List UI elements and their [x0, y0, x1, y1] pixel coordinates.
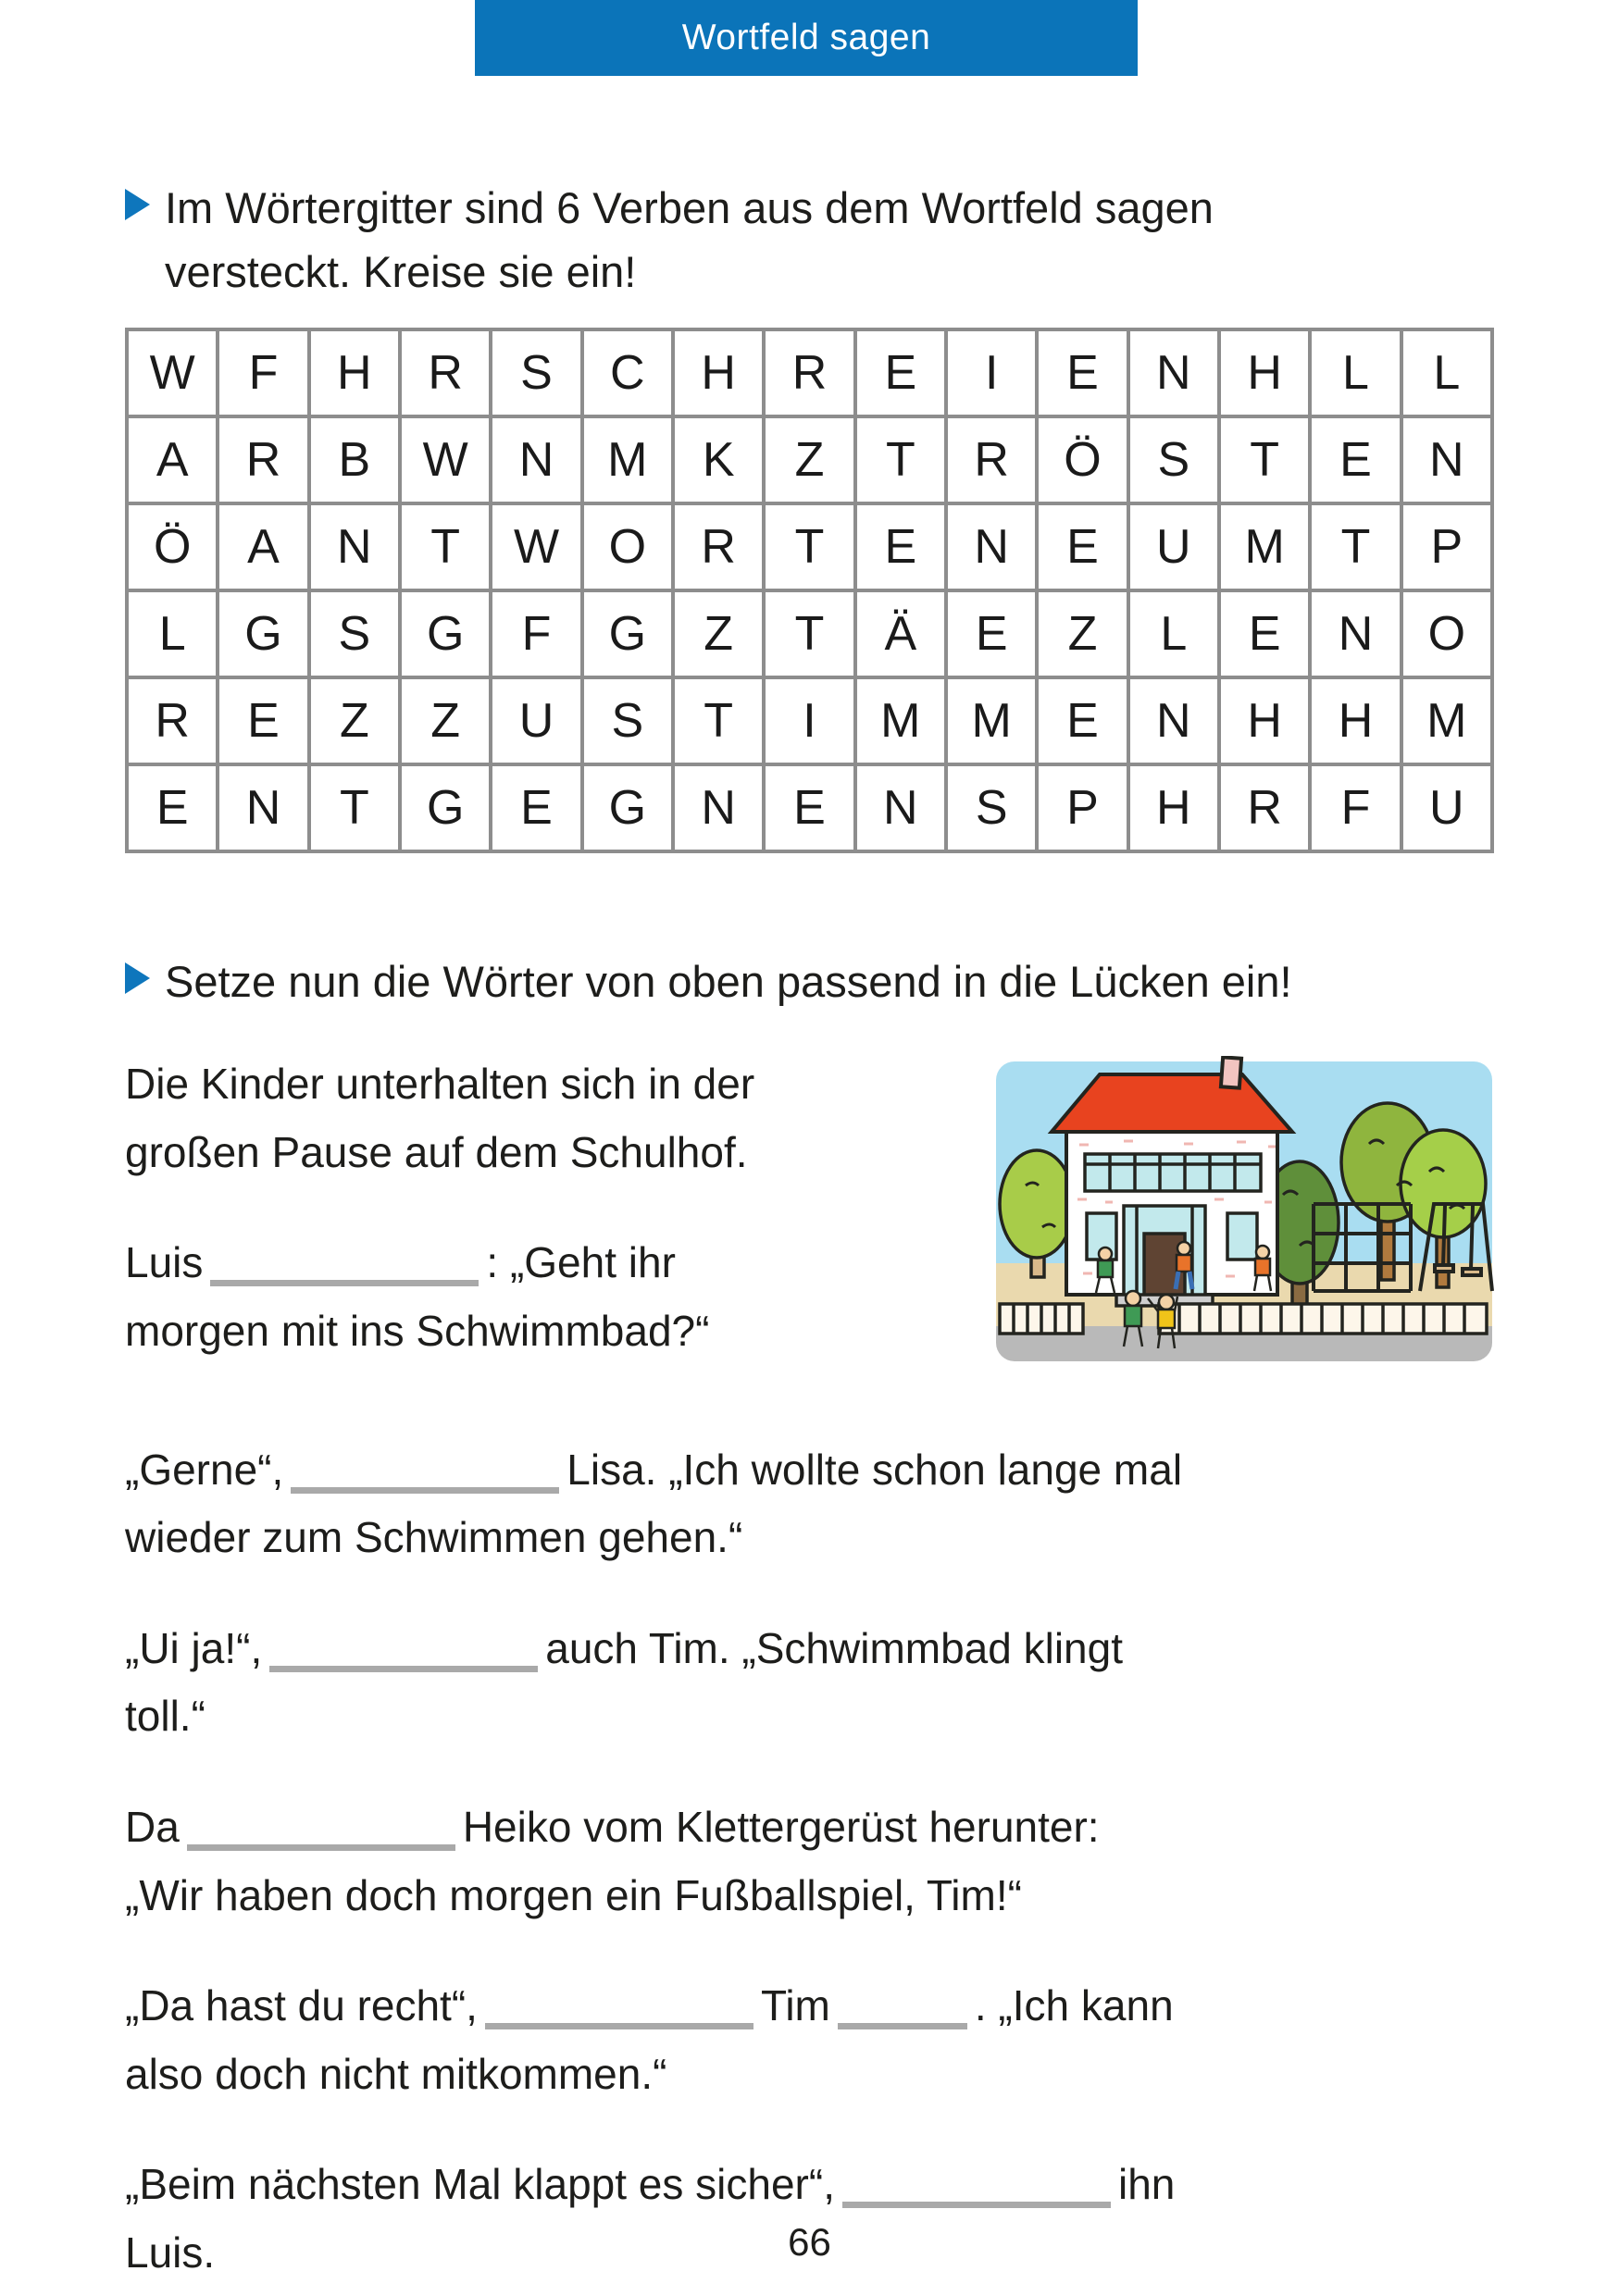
grid-cell[interactable]: E: [946, 590, 1037, 677]
grid-cell[interactable]: R: [1219, 764, 1310, 851]
grid-cell[interactable]: F: [218, 329, 308, 416]
grid-cell[interactable]: I: [764, 677, 854, 764]
grid-cell[interactable]: E: [218, 677, 308, 764]
grid-cell[interactable]: R: [218, 416, 308, 503]
grid-cell[interactable]: H: [309, 329, 400, 416]
story-left-column: [125, 1050, 958, 1408]
gerne-line2: wieder zum Schwimmen gehen.“: [125, 1513, 743, 1562]
schoolyard-illustration: [994, 1056, 1494, 1361]
grid-cell[interactable]: K: [673, 416, 764, 503]
grid-cell[interactable]: C: [582, 329, 673, 416]
da-text-after: Heiko vom Klettergerüst herunter:: [462, 1802, 1100, 1851]
grid-cell[interactable]: G: [218, 590, 308, 677]
grid-cell[interactable]: L: [1401, 329, 1492, 416]
fill-in-blank[interactable]: [210, 1252, 479, 1286]
grid-cell[interactable]: H: [1219, 329, 1310, 416]
grid-cell[interactable]: Ä: [855, 590, 946, 677]
story-paragraph-luis: [125, 1229, 958, 1365]
fill-in-blank-small[interactable]: [838, 1995, 967, 2029]
word-search-grid: [125, 328, 1494, 853]
task1-line2: versteckt. Kreise sie ein!: [165, 247, 637, 297]
fill-in-blank[interactable]: [187, 1817, 455, 1851]
task2-line1: Setze nun die Wörter von oben passend in die Lücken ein!: [165, 957, 1292, 1007]
grid-cell[interactable]: G: [400, 590, 491, 677]
grid-cell[interactable]: S: [946, 764, 1037, 851]
grid-cell[interactable]: W: [400, 416, 491, 503]
grid-cell[interactable]: E: [1037, 329, 1127, 416]
grid-cell[interactable]: R: [946, 416, 1037, 503]
page-header-label: Wortfeld sagen: [681, 18, 931, 57]
story-paragraph-recht: [125, 1972, 1494, 2108]
grid-cell[interactable]: I: [946, 329, 1037, 416]
story-paragraph-uija: [125, 1615, 1494, 1751]
grid-cell[interactable]: S: [309, 590, 400, 677]
grid-cell[interactable]: P: [1037, 764, 1127, 851]
grid-cell[interactable]: P: [1401, 503, 1492, 590]
luis-text-before: Luis: [125, 1238, 204, 1287]
grid-cell[interactable]: O: [1401, 590, 1492, 677]
grid-cell[interactable]: W: [127, 329, 218, 416]
grid-cell[interactable]: G: [582, 764, 673, 851]
grid-cell[interactable]: Ö: [1037, 416, 1127, 503]
triangle-bullet-icon: [125, 962, 150, 994]
fill-in-blank[interactable]: [291, 1459, 559, 1494]
grid-cell[interactable]: E: [1219, 590, 1310, 677]
grid-cell[interactable]: N: [1310, 590, 1401, 677]
grid-cell[interactable]: Z: [1037, 590, 1127, 677]
recht-text-mid: Tim: [760, 1981, 830, 2030]
task2-instruction-text: [165, 949, 1292, 1013]
task2-instruction: [125, 949, 1494, 1013]
grid-cell[interactable]: N: [946, 503, 1037, 590]
grid-cell[interactable]: R: [764, 329, 854, 416]
beim-line2: Luis.: [125, 2228, 216, 2277]
beim-text-after: ihn: [1117, 2160, 1176, 2209]
grid-cell[interactable]: S: [582, 677, 673, 764]
grid-cell[interactable]: A: [218, 503, 308, 590]
grid-cell[interactable]: N: [855, 764, 946, 851]
grid-cell[interactable]: B: [309, 416, 400, 503]
fill-in-blank[interactable]: [485, 1995, 753, 2029]
recht-text-after: . „Ich kann: [974, 1981, 1174, 2030]
task1-line1: Im Wörtergitter sind 6 Verben aus dem Wortfeld sagen: [165, 183, 1214, 232]
grid-cell[interactable]: N: [491, 416, 581, 503]
fill-in-blank[interactable]: [842, 2174, 1111, 2208]
grid-cell[interactable]: T: [764, 503, 854, 590]
grid-cell[interactable]: N: [218, 764, 308, 851]
grid-cell[interactable]: R: [673, 503, 764, 590]
grid-cell[interactable]: A: [127, 416, 218, 503]
grid-cell[interactable]: N: [1128, 677, 1219, 764]
task1-instruction-text: [165, 176, 1214, 304]
grid-cell[interactable]: Z: [764, 416, 854, 503]
grid-cell[interactable]: T: [764, 590, 854, 677]
story-top-row: [125, 1050, 1494, 1408]
grid-cell[interactable]: E: [127, 764, 218, 851]
grid-cell[interactable]: E: [1310, 416, 1401, 503]
grid-cell[interactable]: H: [1310, 677, 1401, 764]
beim-text-before: „Beim nächsten Mal klappt es sicher“,: [125, 2160, 835, 2209]
grid-cell[interactable]: M: [1401, 677, 1492, 764]
grid-cell[interactable]: U: [1401, 764, 1492, 851]
grid-cell[interactable]: T: [1310, 503, 1401, 590]
grid-cell[interactable]: N: [673, 764, 764, 851]
uija-text-before: „Ui ja!“,: [125, 1623, 263, 1672]
grid-cell[interactable]: Z: [400, 677, 491, 764]
grid-cell[interactable]: W: [491, 503, 581, 590]
luis-line2: morgen mit ins Schwimmbad?“: [125, 1307, 710, 1356]
grid-cell[interactable]: T: [1219, 416, 1310, 503]
grid-cell[interactable]: T: [309, 764, 400, 851]
grid-cell[interactable]: U: [491, 677, 581, 764]
grid-cell[interactable]: E: [764, 764, 854, 851]
grid-cell[interactable]: E: [1037, 503, 1127, 590]
gerne-text-after: Lisa. „Ich wollte schon lange mal: [567, 1445, 1183, 1494]
grid-cell[interactable]: E: [855, 329, 946, 416]
story-paragraph-da: [125, 1793, 1494, 1930]
grid-cell[interactable]: N: [1128, 329, 1219, 416]
uija-line2: toll.“: [125, 1692, 205, 1741]
luis-text-after: : „Geht ihr: [486, 1238, 676, 1287]
story-paragraph-gerne: [125, 1436, 1494, 1572]
grid-cell[interactable]: T: [673, 677, 764, 764]
page-number: 66: [788, 2220, 831, 2264]
grid-cell[interactable]: S: [491, 329, 581, 416]
da-text-before: Da: [125, 1802, 180, 1851]
grid-cell[interactable]: M: [855, 677, 946, 764]
grid-cell[interactable]: R: [127, 677, 218, 764]
grid-cell[interactable]: L: [127, 590, 218, 677]
grid-cell[interactable]: G: [582, 590, 673, 677]
recht-text-before: „Da hast du recht“,: [125, 1981, 478, 2030]
grid-cell[interactable]: O: [582, 503, 673, 590]
grid-cell[interactable]: M: [582, 416, 673, 503]
intro-line2: großen Pause auf dem Schulhof.: [125, 1127, 748, 1176]
recht-line2: also doch nicht mitkommen.“: [125, 2049, 667, 2098]
grid-cell[interactable]: E: [491, 764, 581, 851]
grid-cell[interactable]: H: [1128, 764, 1219, 851]
grid-cell[interactable]: H: [673, 329, 764, 416]
grid-cell[interactable]: F: [491, 590, 581, 677]
worksheet-content: [125, 0, 1494, 2296]
da-line2: „Wir haben doch morgen ein Fußballspiel, Tim!“: [125, 1870, 1022, 1919]
grid-cell[interactable]: L: [1310, 329, 1401, 416]
grid-cell[interactable]: Z: [673, 590, 764, 677]
task1-instruction: [125, 176, 1494, 304]
story-paragraph-beim: [125, 2151, 1494, 2287]
grid-cell[interactable]: F: [1310, 764, 1401, 851]
grid-cell[interactable]: T: [400, 503, 491, 590]
grid-cell[interactable]: H: [1219, 677, 1310, 764]
intro-line1: Die Kinder unterhalten sich in der: [125, 1060, 755, 1109]
grid-cell[interactable]: L: [1128, 590, 1219, 677]
story-intro-paragraph: [125, 1050, 958, 1186]
grid-cell[interactable]: N: [1401, 416, 1492, 503]
grid-cell[interactable]: U: [1128, 503, 1219, 590]
grid-cell[interactable]: E: [855, 503, 946, 590]
gerne-text-before: „Gerne“,: [125, 1445, 284, 1494]
uija-text-after: auch Tim. „Schwimmbad klingt: [545, 1623, 1123, 1672]
grid-cell[interactable]: G: [400, 764, 491, 851]
grid-cell[interactable]: M: [946, 677, 1037, 764]
grid-cell[interactable]: Ö: [127, 503, 218, 590]
grid-cell[interactable]: M: [1219, 503, 1310, 590]
grid-cell[interactable]: R: [400, 329, 491, 416]
grid-cell[interactable]: E: [1037, 677, 1127, 764]
grid-cell[interactable]: Z: [309, 677, 400, 764]
triangle-bullet-icon: [125, 189, 150, 220]
grid-cell[interactable]: S: [1128, 416, 1219, 503]
grid-cell[interactable]: N: [309, 503, 400, 590]
fill-in-blank[interactable]: [269, 1638, 538, 1672]
grid-cell[interactable]: T: [855, 416, 946, 503]
